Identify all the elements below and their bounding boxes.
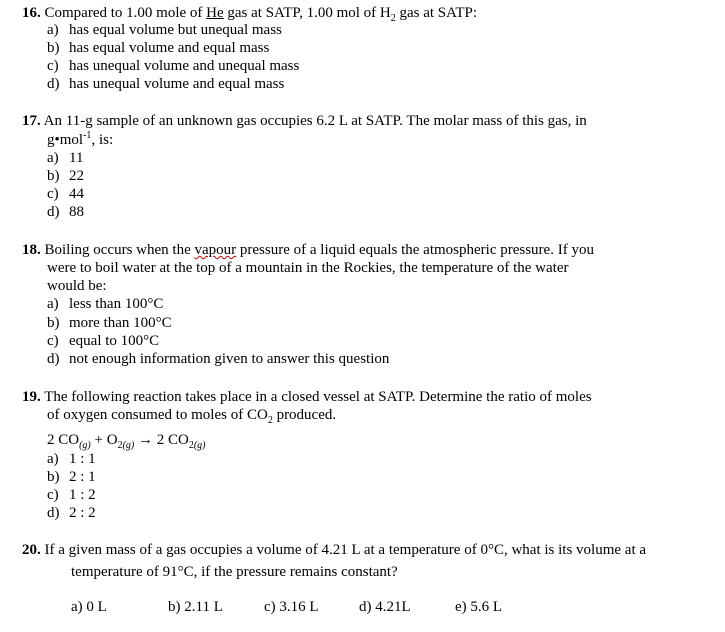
question-18-stem-line2: were to boil water at the top of a mountain in the Rockies, the temperature of the water (47, 260, 569, 276)
helium-symbol: He (206, 5, 224, 21)
question-number: 16. (22, 5, 41, 21)
question-17-option-c: c) 44 (47, 186, 84, 202)
question-18-option-a: a) less than 100°C (47, 296, 164, 312)
question-number: 17. (22, 113, 41, 129)
question-18-stem: 18. Boiling occurs when the vapour pressure of a liquid equals the atmospheric pressure. If you (22, 242, 594, 258)
question-19-option-a: a) 1 : 1 (47, 451, 96, 467)
question-18-option-b: b) more than 100°C (47, 315, 172, 331)
question-19-option-b: b) 2 : 1 (47, 469, 96, 485)
question-number: 19. (22, 389, 41, 405)
question-18-option-c: c) equal to 100°C (47, 333, 160, 349)
question-number: 18. (22, 242, 41, 258)
question-16-option-b: b) has equal volume and equal mass (47, 40, 270, 56)
question-18-stem-line3: would be: (47, 278, 107, 294)
question-20-option-a: a) 0 L (71, 599, 107, 615)
question-20-option-e: e) 5.6 L (455, 599, 503, 615)
question-18-option-d: d) not enough information given to answer this question (47, 351, 390, 367)
question-number: 20. (22, 542, 41, 558)
question-17-stem: 17. An 11-g sample of an unknown gas occupies 6.2 L at SATP. The molar mass of this gas, in (22, 113, 587, 129)
question-19-option-d: d) 2 : 2 (47, 505, 96, 521)
question-17-stem-line2: g•mol$^{-1}$, is: (47, 130, 114, 148)
question-20-option-c: c) 3.16 L (264, 599, 319, 615)
spellcheck-word: vapour (194, 242, 237, 258)
question-16-option-c: c) has unequal volume and unequal mass (47, 58, 300, 74)
question-20-option-b: b) 2.11 L (168, 599, 223, 615)
reaction-equation: 2 $CO_{(g)} + O_{2(g)} \to 2$ $CO_{2(g)}$ (47, 432, 206, 451)
question-17-option-b: b) 22 (47, 168, 84, 184)
question-19-stem: 19. The following reaction takes place in a closed vessel at SATP. Determine the ratio of moles (22, 389, 592, 405)
question-20-option-d: d) 4.21L (359, 599, 411, 615)
question-19-stem-line2: of oxygen consumed to moles of $CO_2$ produced. (47, 407, 337, 426)
question-16-option-d: d) has unequal volume and equal mass (47, 76, 285, 92)
question-16-stem: 16. Compared to 1.00 mole of He gas at SATP, 1.00 mol of $H_2$ gas at SATP: (22, 5, 477, 24)
question-19-option-c: c) 1 : 2 (47, 487, 96, 503)
question-17-option-a: a) 11 (47, 150, 84, 166)
question-20-stem-line2: temperature of 91°C, if the pressure remains constant? (71, 564, 398, 580)
question-16-option-a: a) has equal volume but unequal mass (47, 22, 282, 38)
question-20-stem: 20. If a given mass of a gas occupies a volume of 4.21 L at a temperature of 0°C, what is its volume at a (22, 542, 647, 558)
reaction-arrow: → (134, 432, 157, 448)
question-17-option-d: d) 88 (47, 204, 84, 220)
